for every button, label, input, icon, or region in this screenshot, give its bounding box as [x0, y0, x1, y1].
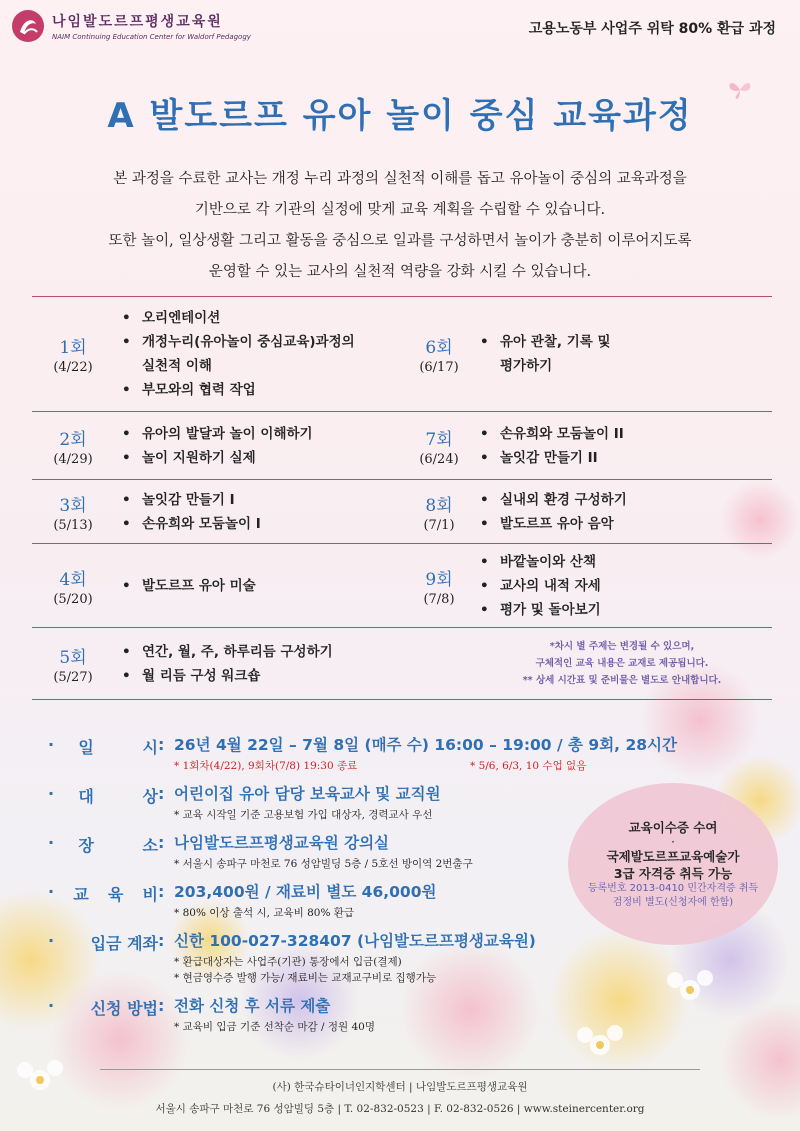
footer-org: (사) 한국슈타이너인지학센터 | 나임발도르프평생교육원 — [272, 1081, 528, 1093]
session-topics — [472, 412, 772, 479]
account-value: 신한 100-027-328407 (나임발도르프평생교육원) — [174, 932, 536, 950]
session-row — [32, 479, 772, 543]
topic-item: • 부모와의 협력 작업 — [122, 382, 256, 398]
topic-item: • 유아 관찰, 기록 및 — [480, 334, 611, 350]
session-topics — [114, 628, 406, 699]
session-topics — [472, 544, 772, 627]
topic-item: • 놀이 지원하기 실제 — [122, 449, 256, 466]
topic-item: • 평가 및 돌아보기 — [480, 601, 601, 618]
apply-note: * 교육비 입금 기준 선착순 마감 / 정원 40명 — [174, 1021, 375, 1033]
footer — [0, 1076, 800, 1120]
session-date: (6/17) — [419, 360, 459, 375]
subsidy-label: 고용노동부 사업주 위탁 80% 환급 과정 — [528, 21, 776, 37]
certificate-badge — [568, 783, 778, 945]
session-8 — [406, 480, 472, 543]
badge-line: 3급 자격증 취득 가능 — [613, 865, 733, 881]
session-notes — [472, 628, 772, 699]
topic-item: • 손유희와 모둠놀이 II — [480, 425, 624, 442]
footer-divider — [100, 1069, 700, 1070]
session-date: (5/27) — [53, 669, 93, 685]
session-1 — [32, 297, 114, 411]
session-row — [32, 627, 772, 700]
session-date: (6/24) — [419, 451, 459, 467]
logo-mark-icon — [10, 8, 46, 44]
topic-item: • 바깥놀이와 산책 — [480, 553, 596, 570]
org-name-en: NAIM Continuing Education Center for Waldorf Pedagogy — [52, 33, 251, 41]
schedule-value: 26년 4월 22일 – 7월 8일 (매주 수) 16:00 – 19:00 / 총 9회, 28시간 — [174, 736, 677, 754]
badge-dot: · — [671, 834, 675, 849]
badge-sub: 검정비 별도(신청자에 한함) — [612, 896, 734, 908]
info-schedule: · 일 시 : 26년 4월 22일 – 7월 8일 (매주 수) 16:00 – 19:00 / 총 9회, 28시간 — [48, 735, 677, 757]
session-note: 구체적인 교육 내용은 교재로 제공됩니다. — [535, 658, 709, 669]
session-topics — [472, 297, 772, 411]
session-number: 5회 — [59, 647, 87, 668]
place-note: * 서울시 송파구 마천로 76 성암빌딩 5층 / 5호선 방이역 2번출구 — [174, 858, 473, 870]
session-5 — [32, 628, 114, 699]
page-title: A 발도르프 유아 놀이 중심 교육과정 — [107, 96, 693, 136]
intro-line: 기반으로 각 기관의 실정에 맞게 교육 계획을 수립할 수 있습니다. — [194, 202, 606, 218]
topic-item: • 오리엔테이션 — [122, 310, 221, 326]
session-9 — [406, 544, 472, 627]
fee-note: * 80% 이상 출석 시, 교육비 80% 환급 — [174, 907, 355, 919]
topic-item: • 발도르프 유아 음악 — [480, 515, 614, 532]
session-number: 9회 — [425, 569, 453, 590]
info-label: · 일 시 — [48, 735, 158, 757]
target-note: * 교육 시작일 기준 고용보험 가입 대상자, 경력교사 우선 — [174, 809, 433, 821]
topic-item: • 손유희와 모둠놀이 I — [122, 515, 261, 532]
session-topics — [472, 480, 772, 543]
session-date: (4/29) — [53, 451, 93, 467]
info-label: · 입금 계좌 — [48, 931, 158, 953]
session-note: *차시 별 주제는 변경될 수 있으며, — [549, 641, 695, 652]
badge-sub: 등록번호 2013-0410 민간자격증 취득 — [587, 882, 759, 894]
session-row — [32, 543, 772, 627]
apply-value: 전화 신청 후 서류 제출 — [174, 997, 331, 1015]
session-number: 8회 — [425, 495, 453, 516]
session-7 — [406, 412, 472, 479]
session-date: (7/1) — [423, 517, 455, 533]
session-date: (4/22) — [53, 360, 93, 375]
intro-text — [40, 164, 760, 288]
session-topics — [114, 412, 406, 479]
fee-value: 203,400원 / 재료비 별도 46,000원 — [174, 883, 437, 901]
org-logo — [10, 8, 251, 44]
session-number: 7회 — [425, 429, 453, 450]
session-table — [32, 296, 772, 700]
intro-line: 또한 놀이, 일상생활 그리고 활동을 중심으로 일과를 구성하면서 놀이가 충분히 이루어지도록 — [108, 233, 692, 249]
topic-item: • 연간, 월, 주, 하루리듬 구성하기 — [122, 643, 333, 660]
target-value: 어린이집 유아 담당 보육교사 및 교직원 — [174, 785, 441, 803]
butterfly-icon — [726, 78, 754, 102]
session-3 — [32, 480, 114, 543]
topic-item-continued: 평가하기 — [500, 358, 553, 374]
session-row — [32, 296, 772, 411]
intro-line: 본 과정을 수료한 교사는 개정 누리 과정의 실천적 이해를 돕고 유아놀이 중심의 교육과정을 — [113, 171, 687, 187]
account-note: * 환급대상자는 사업주(기관) 통장에서 입금(결제) — [174, 956, 402, 968]
badge-line: 교육이수증 수여 — [628, 819, 718, 835]
session-4 — [32, 544, 114, 627]
account-note: * 현금영수증 발행 가능/ 재료비는 교재교구비로 집행가능 — [174, 972, 437, 984]
session-topics — [114, 480, 406, 543]
info-label: · 대 상 — [48, 784, 158, 806]
schedule-notes: * 1회차(4/22), 9회차(7/8) 19:30 종료 * 5/6, 6/3, 10 수업 없음 — [174, 760, 587, 772]
place-value: 나임발도르프평생교육원 강의실 — [174, 834, 390, 852]
session-6 — [406, 297, 472, 411]
info-apply: · 신청 방법 : 전화 신청 후 서류 제출 — [48, 996, 331, 1018]
info-account: · 입금 계좌 : 신한 100-027-328407 (나임발도르프평생교육원) — [48, 931, 536, 953]
badge-line: 국제발도르프교육예술가 — [606, 848, 740, 864]
topic-item: • 놀잇감 만들기 II — [480, 449, 598, 466]
session-date: (5/13) — [53, 517, 93, 533]
session-number: 4회 — [59, 569, 87, 590]
topic-item: • 놀잇감 만들기 I — [122, 491, 235, 508]
topic-item-continued: 실천적 이해 — [142, 358, 212, 374]
topic-item: • 교사의 내적 자세 — [480, 577, 601, 594]
session-number: 2회 — [59, 429, 87, 450]
info-target: · 대 상 : 어린이집 유아 담당 보육교사 및 교직원 — [48, 784, 441, 806]
intro-line: 운영할 수 있는 교사의 실천적 역량을 강화 시킬 수 있습니다. — [208, 264, 592, 280]
topic-item: • 발도르프 유아 미술 — [122, 577, 256, 594]
info-label: · 신청 방법 — [48, 996, 158, 1018]
info-place: · 장 소 : 나임발도르프평생교육원 강의실 — [48, 833, 390, 855]
topic-item: • 월 리듬 구성 워크숍 — [122, 667, 261, 684]
session-number: 6회 — [425, 338, 453, 358]
info-label: · 장 소 — [48, 833, 158, 855]
session-date: (5/20) — [53, 591, 93, 607]
session-note: ** 상세 시간표 및 준비물은 별도로 안내합니다. — [522, 675, 722, 686]
topic-item: • 개정누리(유아놀이 중심교육)과정의 — [122, 334, 355, 350]
session-row — [32, 411, 772, 479]
org-name: 나임발도르프평생교육원 — [52, 14, 223, 30]
topic-item: • 실내외 환경 구성하기 — [480, 491, 627, 508]
footer-contact: 서울시 송파구 마천로 76 성암빌딩 5층 | T. 02-832-0523 | F. 02-832-0526 | www.steinercenter.org — [155, 1103, 645, 1115]
session-topics — [114, 297, 406, 411]
session-number: 3회 — [59, 495, 87, 516]
session-date: (7/8) — [423, 591, 455, 607]
info-label: · 교 육 비 — [48, 882, 158, 904]
session-2 — [32, 412, 114, 479]
info-fee: · 교 육 비 : 203,400원 / 재료비 별도 46,000원 — [48, 882, 437, 904]
session-topics — [114, 544, 406, 627]
session-number: 1회 — [59, 338, 87, 358]
topic-item: • 유아의 발달과 놀이 이해하기 — [122, 425, 313, 442]
